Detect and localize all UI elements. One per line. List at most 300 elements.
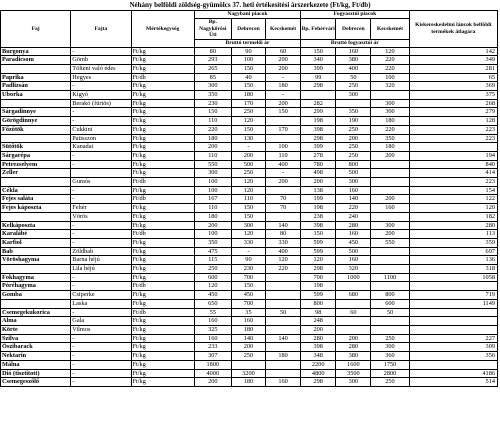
price-cell: [266, 326, 301, 335]
unit-cell: Ft/kg: [131, 360, 194, 369]
price-cell: [336, 317, 371, 326]
price-cell: 550: [194, 160, 231, 169]
price-cell: 180: [194, 212, 231, 221]
table-row: [1, 56, 498, 65]
price-cell: 200: [194, 221, 231, 230]
price-cell: 70: [266, 204, 301, 213]
unit-cell: Ft/kg: [131, 265, 194, 274]
price-cell: [371, 212, 409, 221]
table-row: [1, 195, 498, 204]
price-cell: 150: [194, 108, 231, 117]
variety-cell: Zöldbab: [71, 247, 131, 256]
price-cell: 280: [336, 343, 371, 352]
variety-cell: -: [71, 352, 131, 361]
product-cell: Karfiol: [1, 238, 71, 247]
product-cell: [1, 178, 71, 187]
price-cell: 220: [371, 125, 409, 134]
price-cell: [301, 91, 336, 100]
price-cell: [266, 369, 301, 378]
price-cell: 325: [194, 326, 231, 335]
price-cell: 110: [231, 195, 265, 204]
price-cell: 180: [266, 82, 301, 91]
price-cell: 40: [231, 73, 265, 82]
variety-cell: -: [71, 238, 131, 247]
price-cell: 160: [231, 317, 265, 326]
price-cell: 120: [194, 282, 231, 291]
price-cell: 500: [336, 169, 371, 178]
variety-cell: Tölteni való édes: [71, 64, 131, 73]
price-cell: 300: [336, 178, 371, 187]
price-cell: 140: [231, 334, 265, 343]
variety-cell: Gömb: [71, 56, 131, 65]
price-cell: 400: [336, 64, 371, 73]
price-cell: [371, 186, 409, 195]
unit-cell: Ft/db: [131, 308, 194, 317]
price-cell: [371, 256, 409, 265]
table-row: [1, 169, 498, 178]
price-cell: 399: [301, 143, 336, 152]
header-fajta: Fajta: [71, 11, 131, 48]
price-cell: 1800: [194, 360, 231, 369]
price-cell: 450: [336, 238, 371, 247]
price-cell: 150: [231, 64, 265, 73]
product-cell: Padlizsán: [1, 82, 71, 91]
price-cell: 360: [371, 352, 409, 361]
price-cell: 100: [194, 178, 231, 187]
price-cell: 293: [194, 56, 231, 65]
price-cell: 120: [301, 256, 336, 265]
header-debrecen: Debrecen: [231, 19, 265, 40]
unit-cell: Ft/db: [131, 282, 194, 291]
price-cell: 700: [231, 273, 265, 282]
price-cell: 50: [336, 73, 371, 82]
price-cell: 450: [231, 291, 265, 300]
table-row: [1, 204, 498, 213]
price-cell: 600: [194, 273, 231, 282]
table-row: [1, 143, 498, 152]
product-cell: Cékla: [1, 186, 71, 195]
price-cell: 599: [301, 238, 336, 247]
unit-cell: Ft/kg: [131, 212, 194, 221]
price-cell: 780: [301, 160, 336, 169]
retail-price-cell: 697: [409, 247, 497, 256]
product-cell: Fokhagyma: [1, 273, 71, 282]
unit-cell: Ft/kg: [131, 160, 194, 169]
unit-cell: Ft/kg: [131, 99, 194, 108]
price-cell: 250: [231, 108, 265, 117]
unit-cell: Ft/kg: [131, 352, 194, 361]
retail-price-cell: [409, 360, 497, 369]
price-cell: 230: [231, 265, 265, 274]
price-cell: [336, 326, 371, 335]
table-row: [1, 247, 498, 256]
price-cell: 220: [336, 204, 371, 213]
variety-cell: -: [71, 82, 131, 91]
price-cell: 100: [194, 230, 231, 239]
table-row: [1, 91, 498, 100]
price-cell: -: [266, 169, 301, 178]
product-cell: Alma: [1, 317, 71, 326]
product-cell: Vöröshagyma: [1, 256, 71, 265]
retail-price-cell: 128: [409, 117, 497, 126]
product-cell: [1, 99, 71, 108]
table-row: [1, 221, 498, 230]
variety-cell: -: [71, 308, 131, 317]
table-row: [1, 265, 498, 274]
price-cell: 160: [371, 204, 409, 213]
variety-cell: -: [71, 160, 131, 169]
product-cell: Őszibarack: [1, 343, 71, 352]
unit-cell: Ft/kg: [131, 334, 194, 343]
product-cell: Görögdinnye: [1, 117, 71, 126]
price-cell: 110: [194, 204, 231, 213]
unit-cell: Ft/kg: [131, 134, 194, 143]
price-cell: 150: [231, 282, 265, 291]
variety-cell: -: [71, 117, 131, 126]
retail-price-cell: [409, 308, 497, 317]
retail-price-cell: [409, 326, 497, 335]
price-cell: 160: [336, 47, 371, 56]
table-row: [1, 82, 498, 91]
price-cell: 800: [371, 291, 409, 300]
retail-price-cell: 142: [409, 47, 497, 56]
price-cell: [336, 99, 371, 108]
header-consumer-group: Fogyasztói piacok: [301, 11, 409, 19]
header-consumer-price: Bruttó fogyasztói ár: [301, 39, 409, 47]
retail-price-cell: 719: [409, 291, 497, 300]
price-cell: 250: [336, 125, 371, 134]
price-cell: 100: [194, 186, 231, 195]
table-row: [1, 378, 498, 387]
price-cell: [266, 317, 301, 326]
price-cell: 307: [194, 352, 231, 361]
price-cell: 282: [301, 99, 336, 108]
price-cell: 199: [301, 195, 336, 204]
price-cell: 80: [194, 47, 231, 56]
table-row: [1, 160, 498, 169]
unit-cell: Ft/kg: [131, 56, 194, 65]
unit-cell: Ft/kg: [131, 247, 194, 256]
price-cell: 800: [301, 299, 336, 308]
price-cell: 150: [301, 230, 336, 239]
price-cell: 100: [371, 73, 409, 82]
price-cell: [266, 291, 301, 300]
product-cell: Paprika: [1, 73, 71, 82]
price-cell: 60: [266, 47, 301, 56]
product-cell: Gomba: [1, 291, 71, 300]
variety-cell: -: [71, 230, 131, 239]
header-kecskemet: Kecskemét: [266, 19, 301, 40]
price-cell: 220: [371, 64, 409, 73]
price-cell: 160: [194, 334, 231, 343]
price-cell: [371, 91, 409, 100]
price-cell: 200: [371, 230, 409, 239]
price-cell: 150: [301, 47, 336, 56]
table-row: [1, 343, 498, 352]
variety-cell: Kígyó: [71, 91, 131, 100]
price-cell: 120: [231, 186, 265, 195]
price-cell: 200: [301, 178, 336, 187]
price-cell: [266, 343, 301, 352]
price-cell: [371, 247, 409, 256]
price-cell: 350: [194, 238, 231, 247]
price-cell: 85: [194, 73, 231, 82]
price-cell: 200: [194, 378, 231, 387]
price-cell: 650: [194, 299, 231, 308]
table-row: [1, 317, 498, 326]
price-cell: 250: [336, 143, 371, 152]
unit-cell: Ft/kg: [131, 378, 194, 387]
retail-price-cell: 268: [409, 99, 497, 108]
price-cell: 200: [266, 178, 301, 187]
product-cell: Sárgarépa: [1, 151, 71, 160]
variety-cell: -: [71, 221, 131, 230]
price-cell: -: [231, 143, 265, 152]
price-cell: 220: [194, 125, 231, 134]
retail-price-cell: 369: [409, 82, 497, 91]
price-cell: 150: [231, 204, 265, 213]
price-cell: 180: [266, 352, 301, 361]
table-row: [1, 64, 498, 73]
price-cell: [266, 299, 301, 308]
page-title: Néhány belföldi zöldség-gyümölcs 37. heti értékesítési árszerkezete (Ft/kg, Ft/db): [129, 1, 371, 9]
price-cell: 340: [301, 56, 336, 65]
product-cell: [1, 265, 71, 274]
price-cell: [336, 282, 371, 291]
product-cell: Sárgadinnye: [1, 108, 71, 117]
price-cell: [371, 326, 409, 335]
product-cell: Petrezselyem: [1, 160, 71, 169]
variety-cell: Lila héjú: [71, 265, 131, 274]
variety-cell: -: [71, 108, 131, 117]
price-cell: 700: [301, 273, 336, 282]
retail-price-cell: 113: [409, 230, 497, 239]
price-cell: 350: [336, 108, 371, 117]
price-cell: 250: [231, 169, 265, 178]
table-row: [1, 299, 498, 308]
price-cell: 100: [266, 143, 301, 152]
price-cell: 110: [266, 151, 301, 160]
price-cell: 90: [231, 256, 265, 265]
price-cell: 120: [266, 256, 301, 265]
variety-cell: Hegyes: [71, 73, 131, 82]
variety-cell: -: [71, 151, 131, 160]
retail-price-cell: [409, 282, 497, 291]
product-cell: [1, 212, 71, 221]
variety-cell: Vilmos: [71, 326, 131, 335]
table-row: [1, 352, 498, 361]
product-cell: [1, 134, 71, 143]
price-cell: 498: [301, 169, 336, 178]
price-cell: 80: [266, 230, 301, 239]
table-row: [1, 291, 498, 300]
price-cell: 120: [231, 178, 265, 187]
price-cell: 599: [301, 247, 336, 256]
product-cell: Zeller: [1, 169, 71, 178]
price-cell: 300: [336, 378, 371, 387]
product-cell: Dió (tisztított): [1, 369, 71, 378]
price-cell: 233: [194, 343, 231, 352]
price-cell: 180: [231, 378, 265, 387]
price-cell: 600: [371, 299, 409, 308]
header-retail: Kiskereskedelmi láncok belföldi termékek átlagára: [409, 11, 497, 48]
table-row: [1, 334, 498, 343]
retail-price-cell: 840: [409, 160, 497, 169]
price-cell: 300: [231, 221, 265, 230]
product-cell: Bab: [1, 247, 71, 256]
price-cell: 167: [194, 195, 231, 204]
price-cell: 700: [231, 299, 265, 308]
price-cell: 180: [231, 326, 265, 335]
unit-cell: Ft/kg: [131, 343, 194, 352]
table-row: [1, 326, 498, 335]
variety-cell: Vörös: [71, 212, 131, 221]
price-cell: 138: [301, 186, 336, 195]
price-cell: 4800: [301, 369, 336, 378]
price-cell: 130: [231, 134, 265, 143]
price-cell: 278: [301, 151, 336, 160]
price-cell: 200: [371, 151, 409, 160]
variety-cell: -: [71, 334, 131, 343]
variety-cell: -: [71, 273, 131, 282]
price-cell: 70: [266, 195, 301, 204]
variety-cell: Barna héjú: [71, 256, 131, 265]
price-cell: 180: [371, 143, 409, 152]
price-cell: 150: [231, 212, 265, 221]
retail-price-cell: [409, 317, 497, 326]
table-row: [1, 73, 498, 82]
unit-cell: Ft/db: [131, 195, 194, 204]
price-cell: 500: [336, 247, 371, 256]
header-bp-fehervari: Bp. Fehérvári: [301, 19, 336, 40]
retail-price-cell: 309: [409, 343, 497, 352]
retail-price-cell: 223: [409, 178, 497, 187]
table-row: [1, 47, 498, 56]
unit-cell: Ft/kg: [131, 221, 194, 230]
price-cell: 250: [336, 82, 371, 91]
variety-cell: Fehér: [71, 204, 131, 213]
header-wholesale-price: Bruttó termelői ár: [194, 39, 300, 47]
price-cell: 320: [336, 265, 371, 274]
price-cell: 170: [231, 99, 265, 108]
variety-cell: Gumós: [71, 178, 131, 187]
price-cell: 230: [194, 99, 231, 108]
price-cell: 200: [194, 143, 231, 152]
product-cell: Málna: [1, 360, 71, 369]
price-cell: -: [266, 91, 301, 100]
variety-cell: Patisszon: [71, 134, 131, 143]
price-cell: 299: [301, 108, 336, 117]
price-cell: 250: [371, 378, 409, 387]
retail-price-cell: 280: [409, 221, 497, 230]
price-cell: [336, 299, 371, 308]
unit-cell: Ft/kg: [131, 64, 194, 73]
retail-price-cell: 65: [409, 73, 497, 82]
unit-cell: Ft/kg: [131, 326, 194, 335]
product-cell: Csemegekukorica: [1, 308, 71, 317]
table-row: [1, 134, 498, 143]
variety-cell: Csiperke: [71, 291, 131, 300]
product-cell: Paradicsom: [1, 56, 71, 65]
table-row: [1, 238, 498, 247]
variety-cell: -: [71, 360, 131, 369]
price-cell: 350: [371, 134, 409, 143]
price-cell: 1100: [371, 273, 409, 282]
table-row: [1, 151, 498, 160]
price-cell: 300: [371, 108, 409, 117]
price-cell: [266, 117, 301, 126]
price-cell: 399: [301, 64, 336, 73]
price-cell: [266, 134, 301, 143]
unit-cell: Ft/kg: [131, 299, 194, 308]
unit-cell: Ft/kg: [131, 369, 194, 378]
price-cell: 1000: [336, 273, 371, 282]
price-cell: [266, 212, 301, 221]
price-cell: 330: [231, 238, 265, 247]
retail-price-cell: 514: [409, 378, 497, 387]
retail-price-cell: 154: [409, 186, 497, 195]
price-cell: 200: [266, 56, 301, 65]
unit-cell: Ft/kg: [131, 238, 194, 247]
retail-price-cell: 223: [409, 134, 497, 143]
price-cell: 200: [231, 151, 265, 160]
price-cell: 140: [266, 221, 301, 230]
price-cell: 300: [371, 343, 409, 352]
price-cell: 200: [266, 99, 301, 108]
table-row: [1, 369, 498, 378]
price-cell: 100: [231, 56, 265, 65]
price-cell: 800: [336, 160, 371, 169]
unit-cell: Ft/kg: [131, 204, 194, 213]
price-cell: 398: [301, 125, 336, 134]
price-cell: 99: [301, 73, 336, 82]
price-cell: [266, 186, 301, 195]
price-cell: 680: [336, 291, 371, 300]
variety-cell: -: [71, 378, 131, 387]
price-cell: 300: [194, 82, 231, 91]
price-cell: 4000: [194, 369, 231, 378]
price-cell: 110: [194, 117, 231, 126]
header-kecskemet-2: Kecskemét: [371, 19, 409, 40]
price-cell: 200: [371, 195, 409, 204]
unit-cell: Ft/db: [131, 73, 194, 82]
price-cell: 200: [231, 343, 265, 352]
product-cell: [1, 299, 71, 308]
price-cell: 50: [266, 308, 301, 317]
price-cell: 140: [336, 195, 371, 204]
table-row: [1, 99, 498, 108]
price-cell: 250: [371, 334, 409, 343]
price-cell: 330: [266, 238, 301, 247]
retail-price-cell: 281: [409, 64, 497, 73]
price-cell: 380: [336, 56, 371, 65]
price-cell: 3500: [336, 369, 371, 378]
price-cell: 398: [301, 221, 336, 230]
variety-cell: -: [71, 195, 131, 204]
price-cell: 298: [301, 134, 336, 143]
product-cell: Burgonya: [1, 47, 71, 56]
unit-cell: Ft/db: [131, 178, 194, 187]
table-row: [1, 273, 498, 282]
product-cell: Szilva: [1, 334, 71, 343]
price-cell: 110: [194, 151, 231, 160]
price-cell: 380: [336, 352, 371, 361]
unit-cell: Ft/kg: [131, 143, 194, 152]
variety-cell: -: [71, 369, 131, 378]
price-cell: 2800: [371, 369, 409, 378]
price-cell: 190: [336, 117, 371, 126]
product-cell: Főzőtök: [1, 125, 71, 134]
